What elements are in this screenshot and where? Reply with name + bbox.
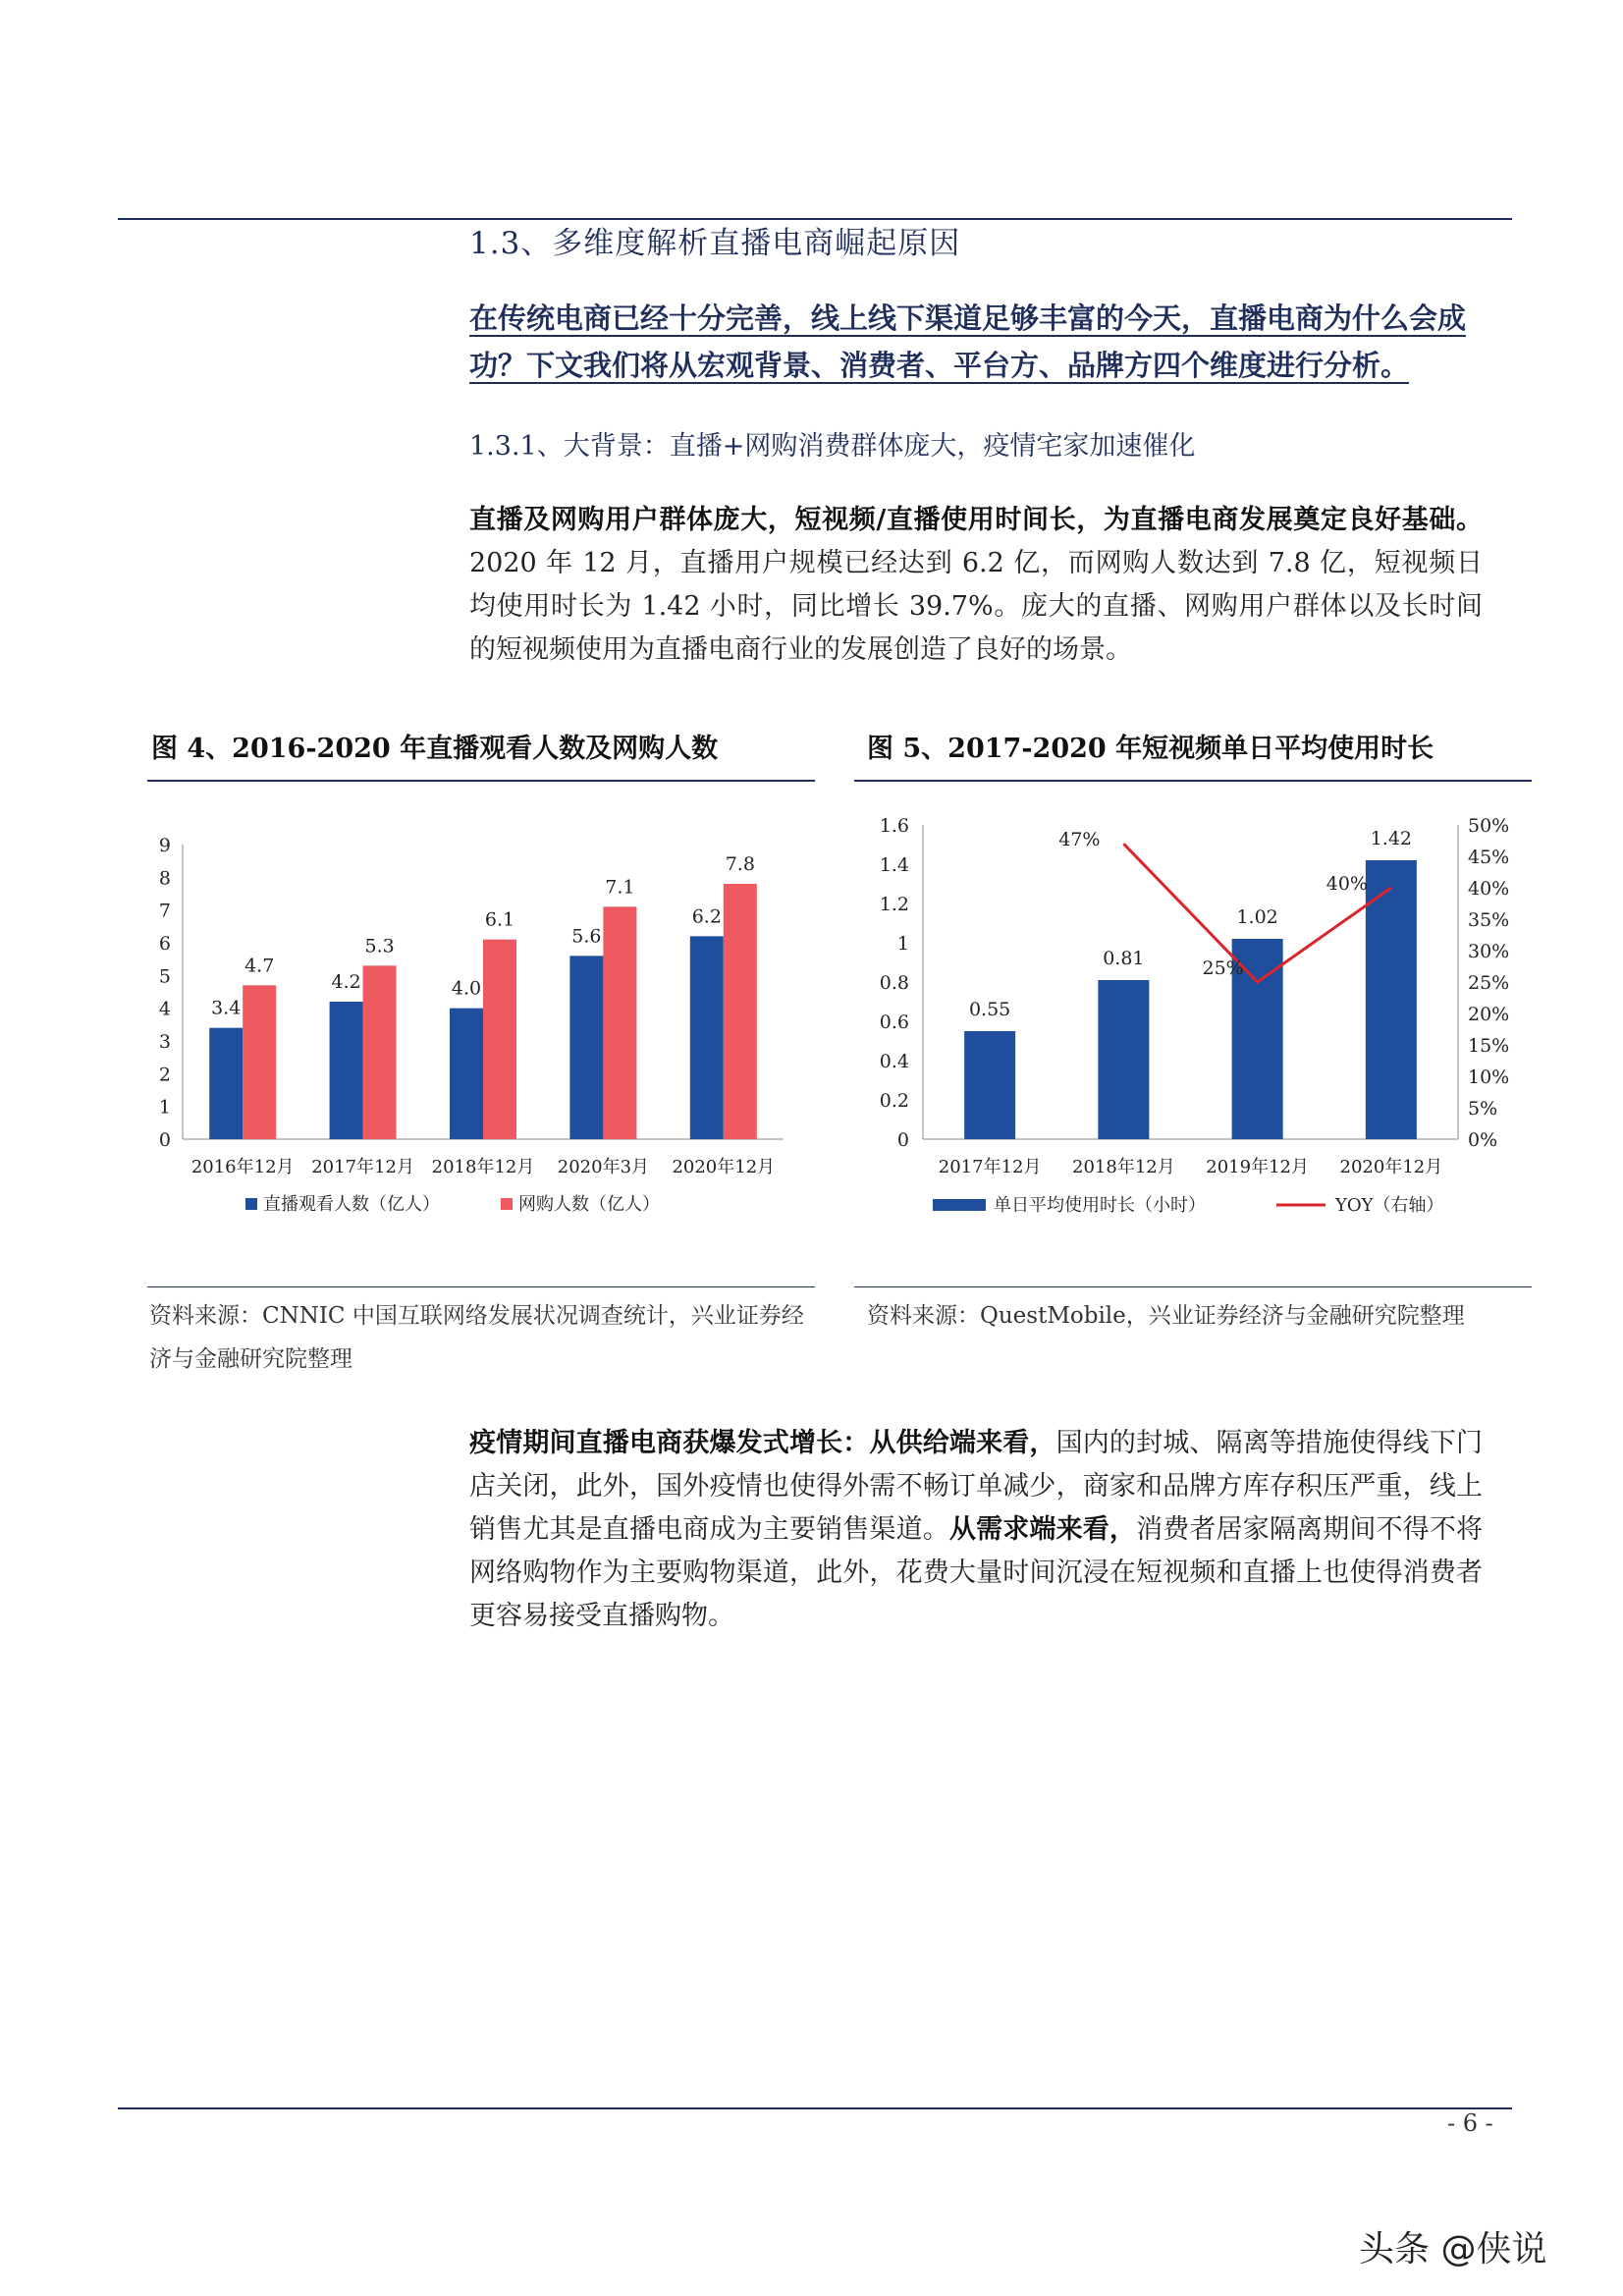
legend-label: 网购人数（亿人）: [518, 1194, 660, 1215]
y2-tick-label: 30%: [1468, 941, 1510, 962]
bar-live-viewers: [690, 936, 724, 1139]
paragraph-2-text-1: 国内的封城、隔离等措施使得线下门店关闭，此外，国外疫情也使得外需不畅订单减少，商家和品牌方库存积压严重，线上销售尤其是直播电商成为主要销售渠道。: [469, 1428, 1484, 1545]
data-label: 0.81: [1103, 948, 1145, 969]
data-label: 6.2: [691, 905, 722, 928]
y-tick-label: 1.4: [879, 854, 909, 876]
bar-live-viewers: [209, 1028, 243, 1139]
x-tick-label: 2018年12月: [431, 1157, 535, 1177]
data-label: 7.1: [605, 876, 635, 899]
y-tick-label: 9: [158, 835, 171, 856]
legend-swatch-bars: [933, 1199, 986, 1211]
y-tick-label: 2: [158, 1064, 171, 1086]
data-label: 5.6: [571, 925, 602, 948]
y-tick-label: 1: [896, 933, 909, 955]
bar-usage-hours: [964, 1031, 1015, 1139]
data-label: 6.1: [484, 908, 515, 931]
x-tick-label: 2020年12月: [672, 1157, 776, 1177]
x-tick-label: 2017年12月: [311, 1157, 414, 1177]
data-label: 4.7: [244, 955, 275, 977]
yoy-label: 25%: [1202, 957, 1244, 979]
y-tick-label: 1.2: [879, 894, 909, 915]
y-tick-label: 1.6: [879, 815, 909, 837]
bar-online-shoppers: [243, 985, 276, 1139]
y-tick-label: 0.8: [879, 972, 909, 994]
figure-4-bottom-rule: [147, 1286, 815, 1287]
bar-online-shoppers: [724, 884, 757, 1139]
y-tick-label: 0.4: [879, 1051, 909, 1072]
figure-4-source: 资料来源：CNNIC 中国互联网络发展状况调查统计，兴业证券经济与金融研究院整理: [149, 1303, 804, 1372]
y2-tick-label: 0%: [1468, 1129, 1498, 1151]
y-tick-label: 1: [158, 1096, 171, 1119]
y2-tick-label: 5%: [1468, 1098, 1498, 1120]
data-label: 7.8: [725, 853, 755, 875]
subsection-title: 1.3.1、大背景：直播+网购消费群体庞大，疫情宅家加速催化: [469, 431, 1196, 462]
legend-label: 单日平均使用时长（小时）: [994, 1195, 1206, 1216]
x-tick-label: 2020年3月: [557, 1157, 650, 1177]
bar-live-viewers: [450, 1009, 483, 1139]
paragraph-2-lead-2: 从需求端来看，: [948, 1514, 1137, 1545]
y-tick-label: 0.6: [879, 1011, 909, 1033]
y-tick-label: 4: [158, 998, 171, 1020]
y-tick-label: 8: [158, 867, 171, 890]
y2-tick-label: 45%: [1468, 847, 1510, 868]
y-tick-label: 6: [158, 933, 171, 955]
yoy-label: 47%: [1058, 829, 1101, 851]
data-label: 4.0: [451, 977, 482, 1000]
figure-5-title: 图 5、2017-2020 年短视频单日平均使用时长: [867, 734, 1434, 764]
yoy-label: 40%: [1325, 873, 1368, 895]
paragraph-2-text-2: 消费者居家隔离期间不得不将网络购物作为主要购物渠道，此外，花费大量时间沉浸在短视频和直播上也使得消费者更容易接受直播购物。: [469, 1514, 1484, 1631]
watermark: 头条 @侠说: [1359, 2229, 1547, 2269]
page-number: - 6 -: [1447, 2109, 1493, 2137]
data-label: 1.02: [1236, 906, 1278, 928]
lead-line-2: 功？下文我们将从宏观背景、消费者、平台方、品牌方四个维度进行分析。: [469, 349, 1410, 382]
y2-tick-label: 10%: [1468, 1066, 1510, 1088]
y-tick-label: 0.2: [879, 1090, 909, 1112]
y2-tick-label: 20%: [1468, 1004, 1510, 1025]
paragraph-1-lead: 直播及网购用户群体庞大，短视频/直播使用时间长，为直播电商发展奠定良好基础。: [469, 505, 1483, 535]
figure-5-chart: [854, 795, 1532, 1237]
legend-swatch: [501, 1198, 513, 1210]
paragraph-2-lead-1: 疫情期间直播电商获爆发式增长：从供给端来看，: [469, 1428, 1056, 1458]
legend-label: 直播观看人数（亿人）: [263, 1194, 440, 1215]
figure-4-title: 图 4、2016-2020 年直播观看人数及网购人数: [151, 734, 719, 764]
y2-tick-label: 40%: [1468, 878, 1510, 900]
bar-live-viewers: [569, 956, 603, 1139]
figure-5-source: 资料来源：QuestMobile，兴业证券经济与金融研究院整理: [867, 1303, 1465, 1329]
figure-5-top-rule: [854, 780, 1532, 782]
footer-rule: [118, 2107, 1512, 2109]
legend-swatch: [245, 1198, 257, 1210]
x-tick-label: 2017年12月: [938, 1157, 1042, 1177]
y2-tick-label: 50%: [1468, 815, 1510, 837]
data-label: 0.55: [968, 999, 1011, 1020]
bar-online-shoppers: [483, 940, 516, 1139]
x-tick-label: 2016年12月: [190, 1157, 295, 1177]
lead-line-1: 在传统电商已经十分完善，线上线下渠道足够丰富的今天，直播电商为什么会成: [469, 301, 1467, 335]
y-tick-label: 0: [158, 1129, 171, 1151]
bar-online-shoppers: [603, 906, 636, 1139]
paragraph-1: [469, 499, 1483, 672]
y2-tick-label: 25%: [1468, 972, 1510, 994]
x-tick-label: 2018年12月: [1072, 1157, 1175, 1177]
section-title: 1.3、多维度解析直播电商崛起原因: [469, 226, 961, 261]
paragraph-1-text: 2020 年 12 月，直播用户规模已经达到 6.2 亿，而网购人数达到 7.8 亿，短视频日均使用时长为 1.42 小时，同比增长 39.7%。庞大的直播、网购用户群体以及长时间的短视频使用为直播电商行业的发展创造了良好的场景。: [469, 548, 1483, 665]
data-label: 5.3: [364, 935, 395, 957]
data-label: 3.4: [211, 997, 242, 1019]
figure-4-chart: [147, 795, 815, 1237]
y2-tick-label: 35%: [1468, 909, 1510, 931]
legend-label: YOY（右轴）: [1335, 1195, 1444, 1216]
bar-live-viewers: [330, 1002, 363, 1139]
x-tick-label: 2020年12月: [1339, 1157, 1443, 1177]
x-tick-label: 2019年12月: [1206, 1157, 1309, 1177]
section-lead: [469, 295, 1490, 389]
bar-usage-hours: [1098, 980, 1149, 1139]
y2-tick-label: 15%: [1468, 1035, 1510, 1057]
data-label: 1.42: [1370, 828, 1413, 849]
figure-5-bottom-rule: [854, 1286, 1532, 1287]
bar-online-shoppers: [363, 965, 397, 1139]
data-label: 4.2: [331, 971, 361, 993]
y-tick-label: 3: [158, 1031, 171, 1053]
paragraph-2: [469, 1422, 1483, 1638]
y-tick-label: 5: [158, 965, 171, 988]
figure-4-top-rule: [147, 780, 815, 782]
y-tick-label: 7: [158, 900, 171, 922]
y-tick-label: 0: [896, 1129, 909, 1151]
